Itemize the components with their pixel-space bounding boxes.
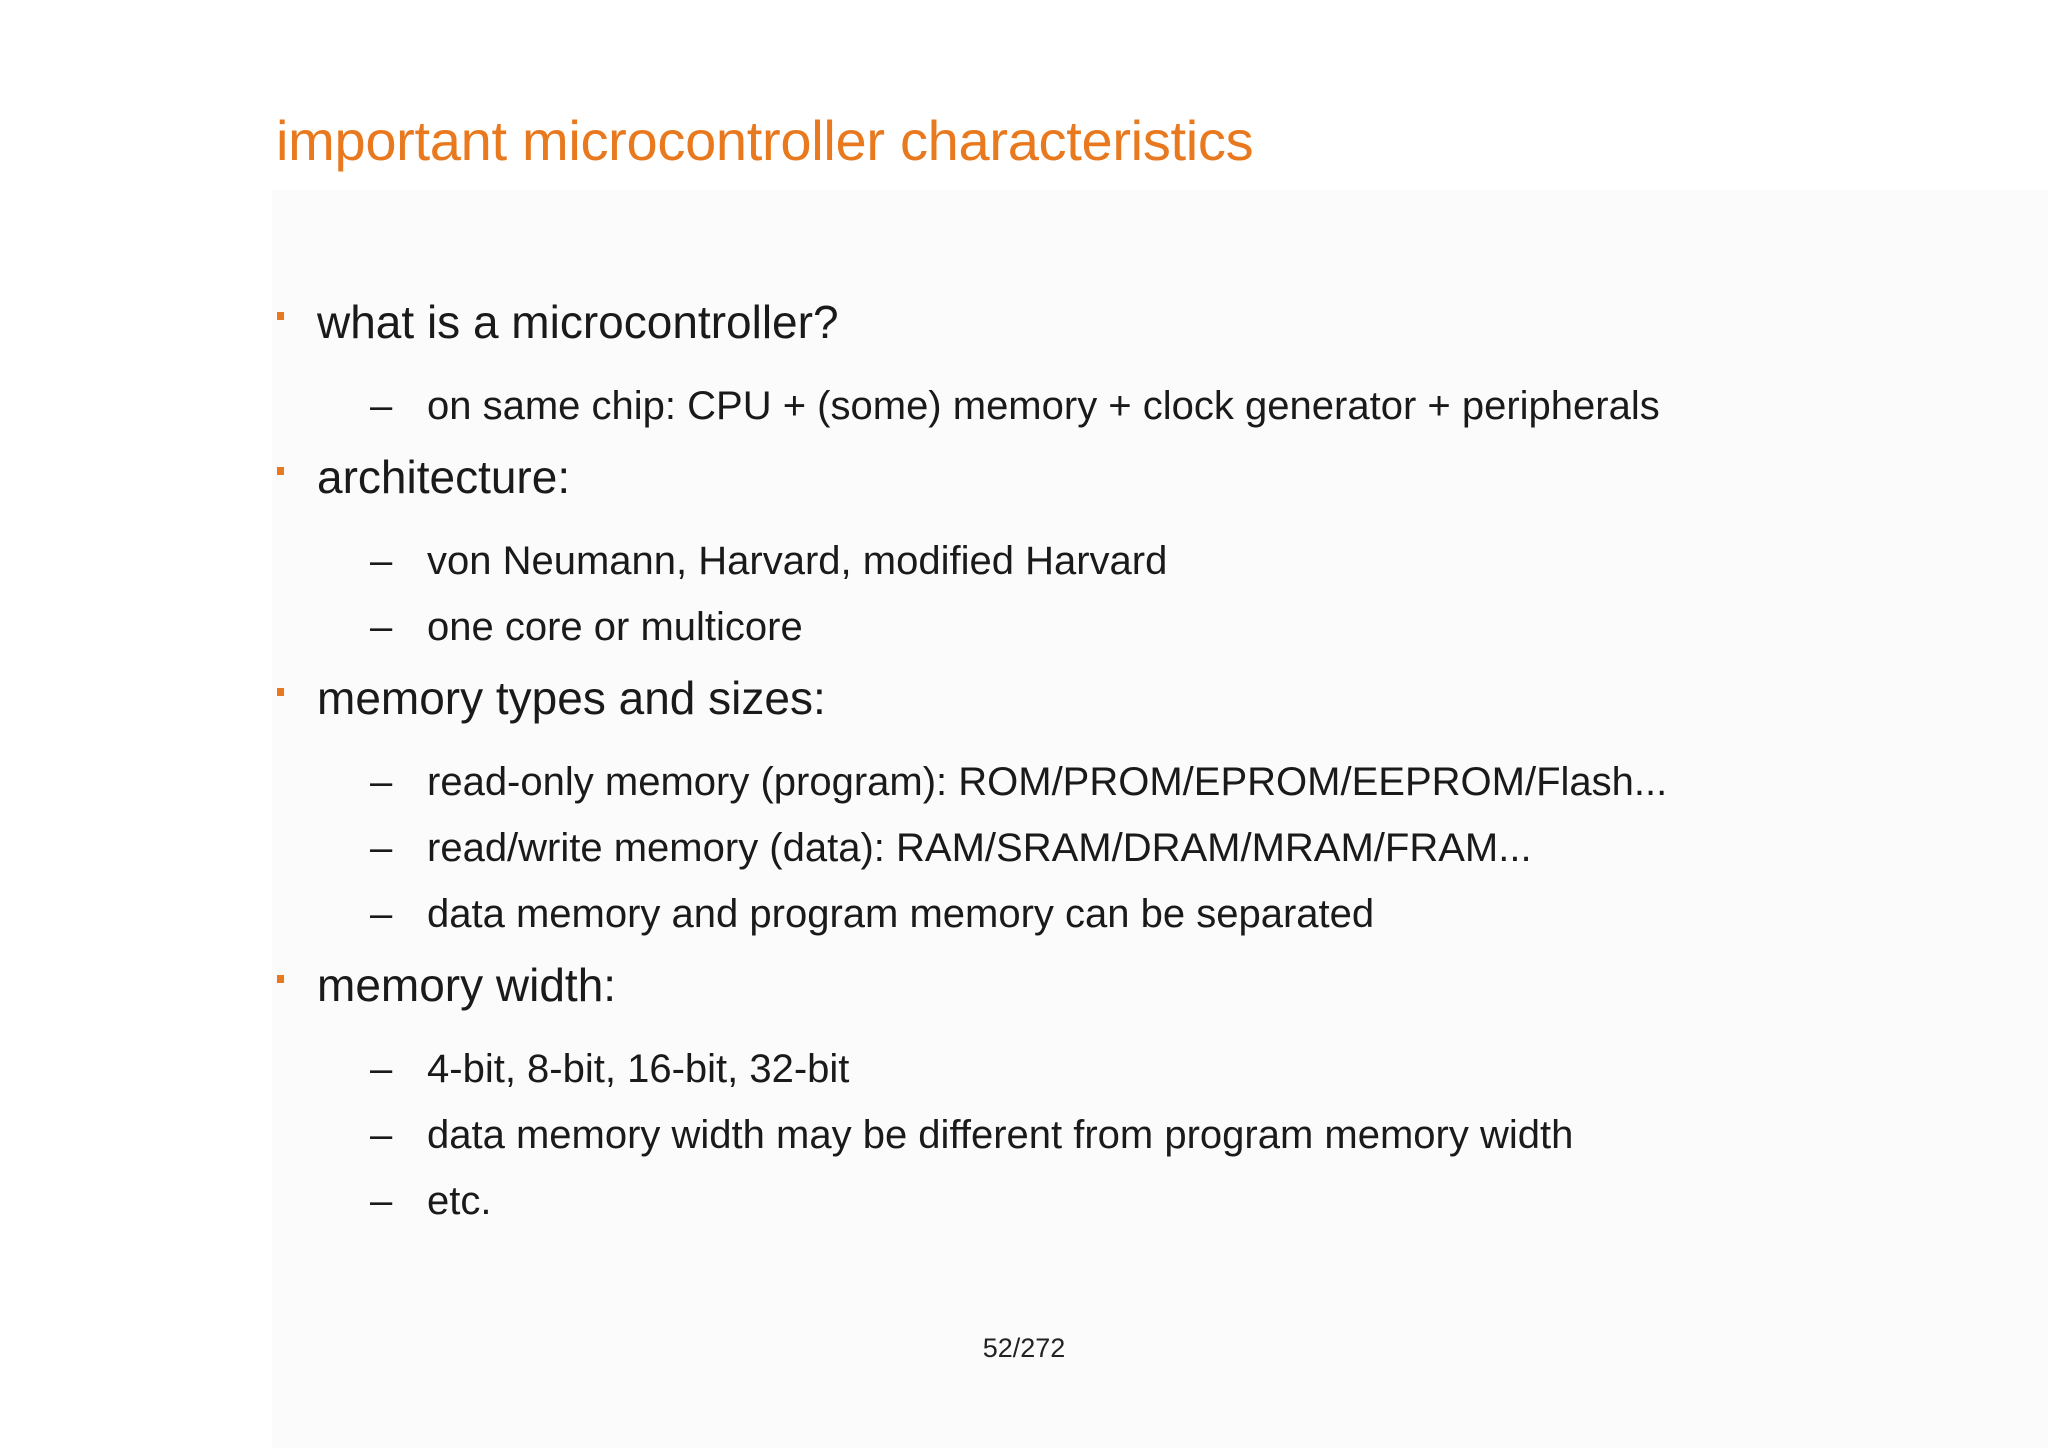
bullet-text: memory width: xyxy=(317,959,617,1011)
dash-icon: – xyxy=(370,760,393,804)
sub-item-text: etc. xyxy=(427,1179,492,1223)
bullet-square-icon xyxy=(277,467,284,475)
bullet-text: architecture: xyxy=(317,451,571,503)
dash-icon: – xyxy=(370,539,393,583)
slide-title: important microcontroller characteristics xyxy=(276,109,1254,172)
sub-item-text: read-only memory (program): ROM/PROM/EPROM/EEPROM/Flash... xyxy=(427,760,1668,804)
dash-icon: – xyxy=(370,384,393,428)
sub-item-text: von Neumann, Harvard, modified Harvard xyxy=(427,539,1168,583)
dash-icon: – xyxy=(370,826,393,870)
bullet-text: memory types and sizes: xyxy=(317,672,826,724)
dash-icon: – xyxy=(370,1179,393,1223)
dash-icon: – xyxy=(370,1113,393,1157)
sub-item-text: data memory width may be different from program memory width xyxy=(427,1113,1574,1157)
bullet-square-icon xyxy=(277,975,284,983)
sub-item-text: data memory and program memory can be separated xyxy=(427,892,1375,936)
dash-icon: – xyxy=(370,892,393,936)
slide-background xyxy=(272,190,2048,1448)
page-number: 52/272 xyxy=(982,1333,1066,1363)
bullet-text: what is a microcontroller? xyxy=(317,296,839,348)
sub-item-text: on same chip: CPU + (some) memory + clock generator + peripherals xyxy=(427,384,1660,428)
dash-icon: – xyxy=(370,605,393,649)
sub-item-text: read/write memory (data): RAM/SRAM/DRAM/MRAM/FRAM... xyxy=(427,826,1532,870)
bullet-square-icon xyxy=(277,688,284,696)
sub-item-text: 4-bit, 8-bit, 16-bit, 32-bit xyxy=(427,1047,850,1091)
bullet-square-icon xyxy=(277,312,284,320)
dash-icon: – xyxy=(370,1047,393,1091)
sub-item-text: one core or multicore xyxy=(427,605,803,649)
